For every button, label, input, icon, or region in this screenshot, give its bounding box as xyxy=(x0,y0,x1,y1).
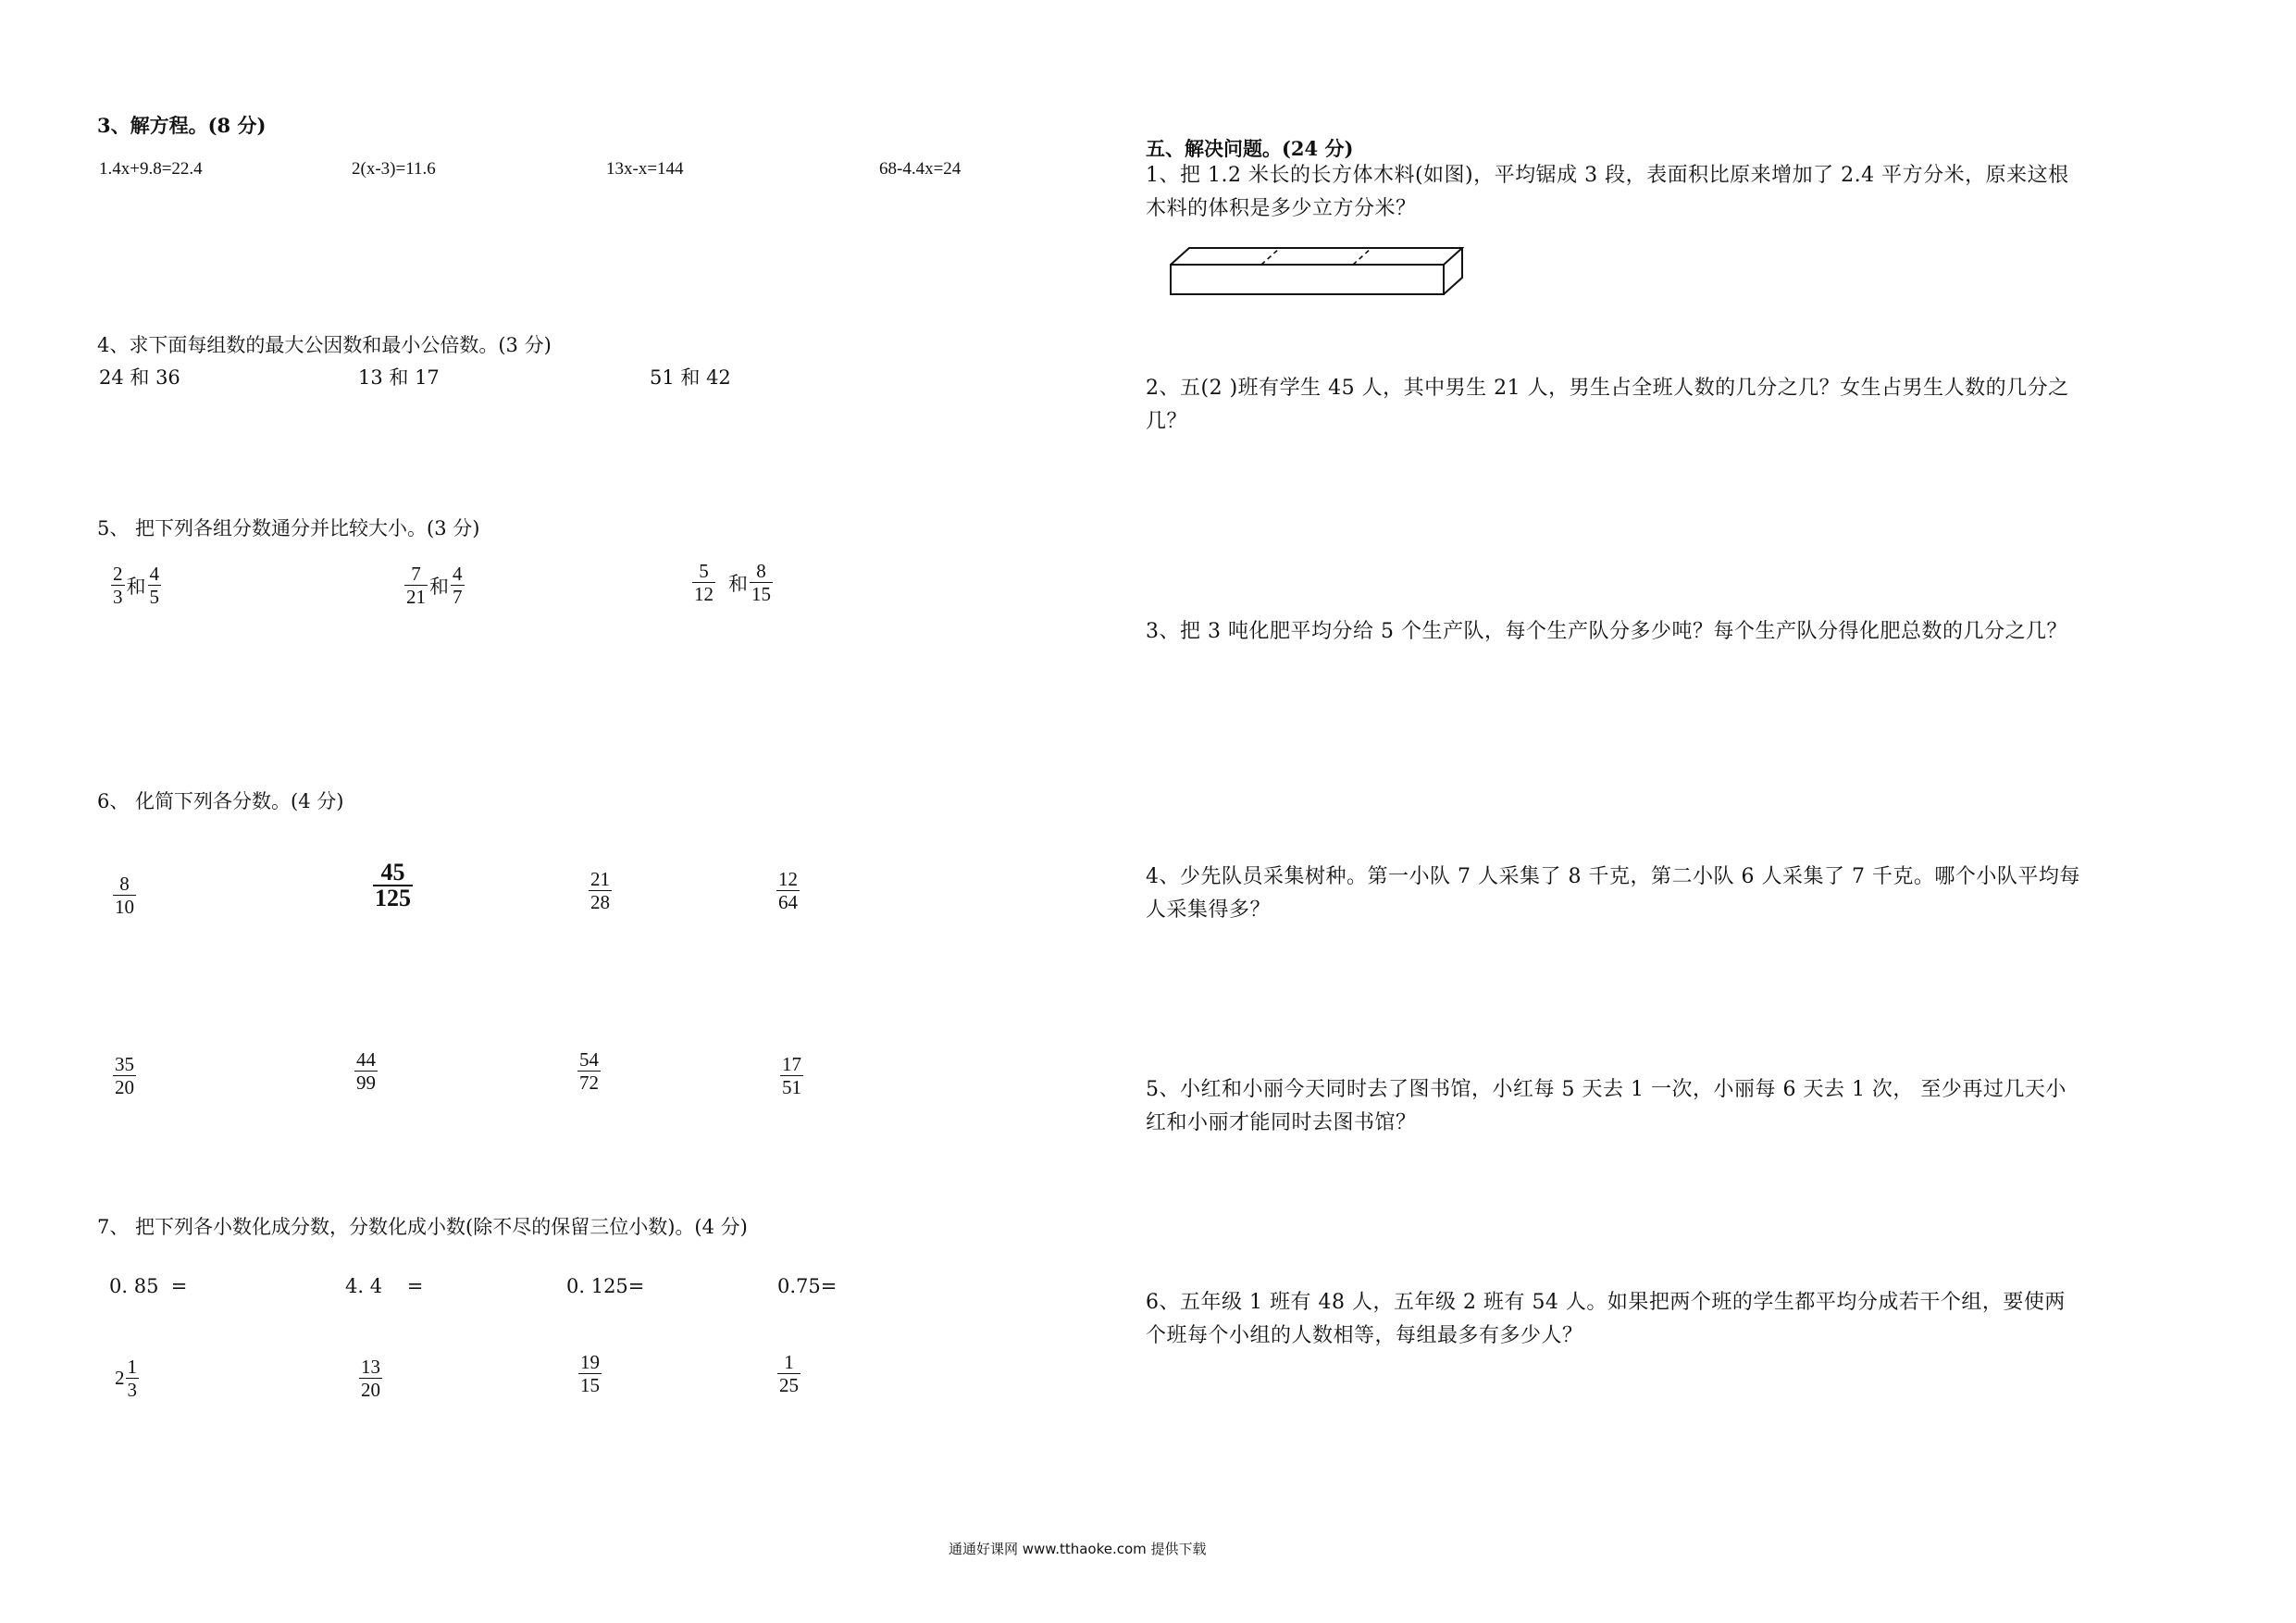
numerator: 5 xyxy=(699,560,709,582)
q7-decimal-3: 0. 125= xyxy=(566,1275,645,1297)
problem-3: 3、把 3 吨化肥平均分给 5 个生产队，每个生产队分多少吨？每个生产队分得化肥总数的几分之几？ xyxy=(1146,620,2067,643)
q7-title: 7、 把下列各小数化成分数，分数化成小数(除不尽的保留三位小数)。(4 分) xyxy=(97,1216,748,1238)
numerator: 44 xyxy=(356,1048,376,1071)
problem-6: 6、五年级 1 班有 48 人，五年级 2 班有 54 人。如果把两个班的学生都平均分成若干个组，要使两个班每个小组的人数相等，每组最多有多少人？ xyxy=(1146,1291,2066,1347)
q5-pair-3 xyxy=(692,560,773,605)
q7-fraction xyxy=(578,1351,602,1396)
q6-fraction xyxy=(113,873,136,918)
q5-title: 5、 把下列各组分数通分并比较大小。(3 分) xyxy=(97,517,480,539)
q6-fraction xyxy=(589,868,612,913)
cut-line-2 xyxy=(1353,248,1371,265)
numerator: 4 xyxy=(149,563,159,585)
q4-group-3: 51 和 42 xyxy=(650,366,731,389)
fraction xyxy=(148,563,162,608)
q6-fraction xyxy=(354,1048,378,1094)
q6-fraction xyxy=(577,1048,601,1094)
numerator: 7 xyxy=(411,563,421,585)
whole-part: 2 xyxy=(115,1367,125,1389)
fraction xyxy=(126,1356,140,1401)
denominator: 125 xyxy=(375,885,411,911)
numerator: 1 xyxy=(784,1351,794,1373)
and-word: 和 xyxy=(728,572,748,595)
numerator: 21 xyxy=(590,868,610,890)
q6-fraction xyxy=(373,861,413,911)
denominator: 15 xyxy=(580,1374,600,1396)
q7-decimal-4: 0.75= xyxy=(777,1275,838,1297)
q5-pair-2 xyxy=(404,563,465,608)
fraction xyxy=(750,560,773,605)
denominator: 5 xyxy=(149,586,159,608)
numerator: 8 xyxy=(119,873,130,895)
numerator: 13 xyxy=(361,1356,380,1378)
denominator: 28 xyxy=(590,891,610,913)
cuboid-wood-figure xyxy=(1161,242,1467,300)
q4-group-1: 24 和 36 xyxy=(99,366,180,389)
denominator: 72 xyxy=(579,1072,599,1094)
denominator: 7 xyxy=(453,586,463,608)
denominator: 10 xyxy=(115,896,134,918)
cut-line-1 xyxy=(1261,248,1280,265)
numerator: 2 xyxy=(113,563,123,585)
q3-title: 3、解方程。(8 分) xyxy=(97,114,267,137)
numerator: 54 xyxy=(579,1048,599,1071)
q7-fraction xyxy=(359,1356,382,1401)
numerator: 35 xyxy=(115,1053,134,1075)
fraction xyxy=(404,563,428,608)
q4-group-2: 13 和 17 xyxy=(358,366,440,389)
section-5-title: 五、解决问题。(24 分) xyxy=(1146,137,1354,160)
q7-mixed-number xyxy=(115,1356,139,1401)
equation-1: 1.4x+9.8=22.4 xyxy=(99,159,203,179)
q7-fraction xyxy=(777,1351,800,1396)
problem-5: 5、小红和小丽今天同时去了图书馆，小红每 5 天去 1 一次，小丽每 6 天去 1 次， 至少再过几天小红和小丽才能同时去图书馆？ xyxy=(1146,1078,2066,1134)
q5-pair-1 xyxy=(111,563,161,608)
denominator: 3 xyxy=(127,1379,137,1401)
numerator: 17 xyxy=(782,1053,801,1075)
problem-1: 1、把 1.2 米长的长方体木料(如图)，平均锯成 3 段，表面积比原来增加了 2.4 平方分米，原来这根木料的体积是多少立方分米？ xyxy=(1146,164,2069,220)
footer-source: 通通好课网 www.tthaoke.com 提供下载 xyxy=(949,1541,1207,1557)
denominator: 20 xyxy=(361,1379,380,1401)
denominator: 21 xyxy=(406,586,426,608)
q6-fraction xyxy=(780,1053,803,1098)
cuboid-side-face xyxy=(1444,248,1462,294)
equation-3: 13x-x=144 xyxy=(606,159,684,179)
numerator: 1 xyxy=(127,1356,137,1378)
denominator: 99 xyxy=(356,1072,376,1094)
cuboid-front-face xyxy=(1171,265,1444,294)
numerator: 8 xyxy=(756,560,766,582)
q4-title: 4、求下面每组数的最大公因数和最小公倍数。(3 分) xyxy=(97,334,552,356)
numerator: 19 xyxy=(580,1351,600,1373)
cuboid-top-face xyxy=(1171,248,1462,265)
numerator: 12 xyxy=(778,868,798,890)
denominator: 25 xyxy=(779,1374,799,1396)
denominator: 3 xyxy=(113,586,123,608)
q7-decimal-1: 0. 85 = xyxy=(109,1275,188,1297)
denominator: 51 xyxy=(782,1076,801,1098)
and-word: 和 xyxy=(429,575,449,598)
problem-4: 4、少先队员采集树种。第一小队 7 人采集了 8 千克，第二小队 6 人采集了 7 千克。哪个小队平均每人采集得多？ xyxy=(1146,865,2080,922)
denominator: 12 xyxy=(694,583,714,605)
fraction xyxy=(451,563,465,608)
problem-2: 2、五(2 )班有学生 45 人，其中男生 21 人，男生占全班人数的几分之几？女生占男生人数的几分之几？ xyxy=(1146,377,2069,433)
equation-2: 2(x-3)=11.6 xyxy=(352,159,436,179)
numerator: 4 xyxy=(453,563,463,585)
and-word: 和 xyxy=(126,575,146,598)
denominator: 15 xyxy=(751,583,771,605)
q6-fraction xyxy=(776,868,800,913)
denominator: 64 xyxy=(778,891,798,913)
denominator: 20 xyxy=(115,1076,134,1098)
q6-title: 6、 化简下列各分数。(4 分) xyxy=(97,790,344,812)
equation-4: 68-4.4x=24 xyxy=(879,159,962,179)
fraction xyxy=(111,563,125,608)
q7-decimal-2: 4. 4 = xyxy=(345,1275,424,1297)
numerator: 45 xyxy=(380,859,405,886)
fraction xyxy=(692,560,715,605)
q6-fraction xyxy=(113,1053,136,1098)
